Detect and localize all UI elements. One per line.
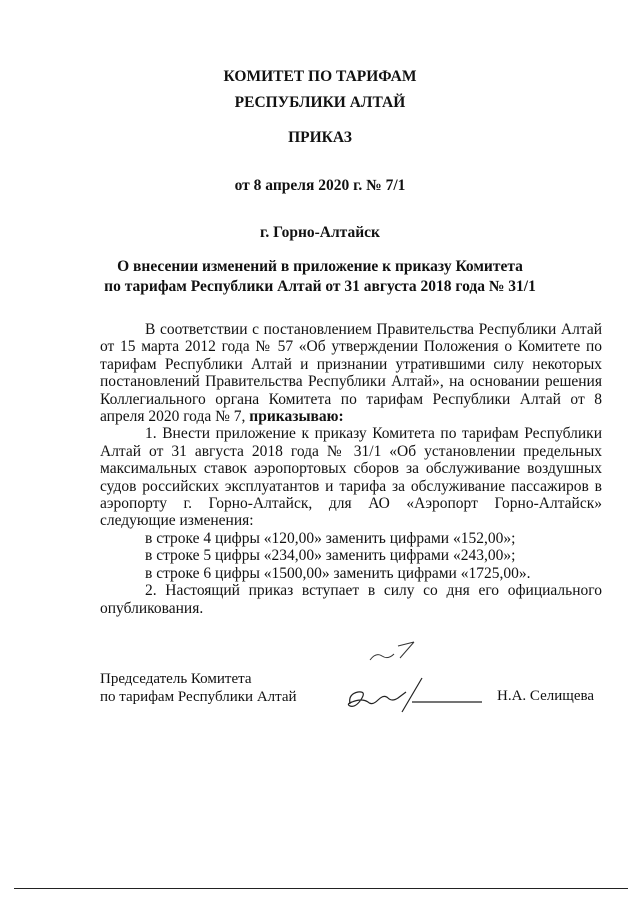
signatory-name: Н.А. Селищева xyxy=(497,688,595,704)
handwritten-signature xyxy=(340,640,490,720)
change-line-2: в строке 5 цифры «234,00» заменить цифрами «243,00»; xyxy=(145,547,516,565)
preamble-paragraph xyxy=(100,321,602,425)
position-line-2: по тарифам Республики Алтай xyxy=(100,689,297,705)
change-line-1: в строке 4 цифры «120,00» заменить цифрами «152,00»; xyxy=(145,529,516,547)
item-1: 1. Внести приложение к приказу Комитета по тарифам Республики Алтай от 31 августа 2018 года № 31/1 «Об установлении предельных максимальных ставок аэропортовых сборов за обслуживание воздушных судов российских эксплуатантов и тарифа за обслуживание пассажиров в аэропорту г. Горно-Алтайск, для АО «Аэропорт Горно-Алтайск» следующие изменения: xyxy=(100,425,602,530)
document-title-line2: по тарифам Республики Алтай от 31 августа 2018 года № 31/1 xyxy=(104,278,536,295)
order-word: приказываю: xyxy=(249,408,344,426)
date-and-number: от 8 апреля 2020 г. № 7/1 xyxy=(234,177,406,194)
item-2: 2. Настоящий приказ вступает в силу со дня его официального опубликования. xyxy=(100,582,602,617)
document-type: ПРИКАЗ xyxy=(288,129,352,146)
signatory-position xyxy=(100,670,297,706)
document-body xyxy=(100,321,602,617)
committee-name-line1: КОМИТЕТ ПО ТАРИФАМ xyxy=(223,68,417,85)
document-title-line1: О внесении изменений в приложение к приказу Комитета xyxy=(117,258,523,275)
page-bottom-rule xyxy=(14,888,628,889)
change-line-3: в строке 6 цифры «1500,00» заменить цифрами «1725,00». xyxy=(145,564,531,582)
position-line-1: Председатель Комитета xyxy=(100,671,252,687)
preamble-text: В соответствии с постановлением Правительства Республики Алтай от 15 марта 2012 года № 57 «Об утверждении Положения о Комитете по тарифам Республики Алтай и признании утратившими силу некоторых постановлений Правительства Республики Алтай», на основании решения Коллегиального органа Комитета по тарифам Республики Алтай от 8 апреля 2020 года № 7, xyxy=(100,321,602,426)
city: г. Горно-Алтайск xyxy=(260,224,380,241)
committee-name-line2: РЕСПУБЛИКИ АЛТАЙ xyxy=(234,94,406,111)
